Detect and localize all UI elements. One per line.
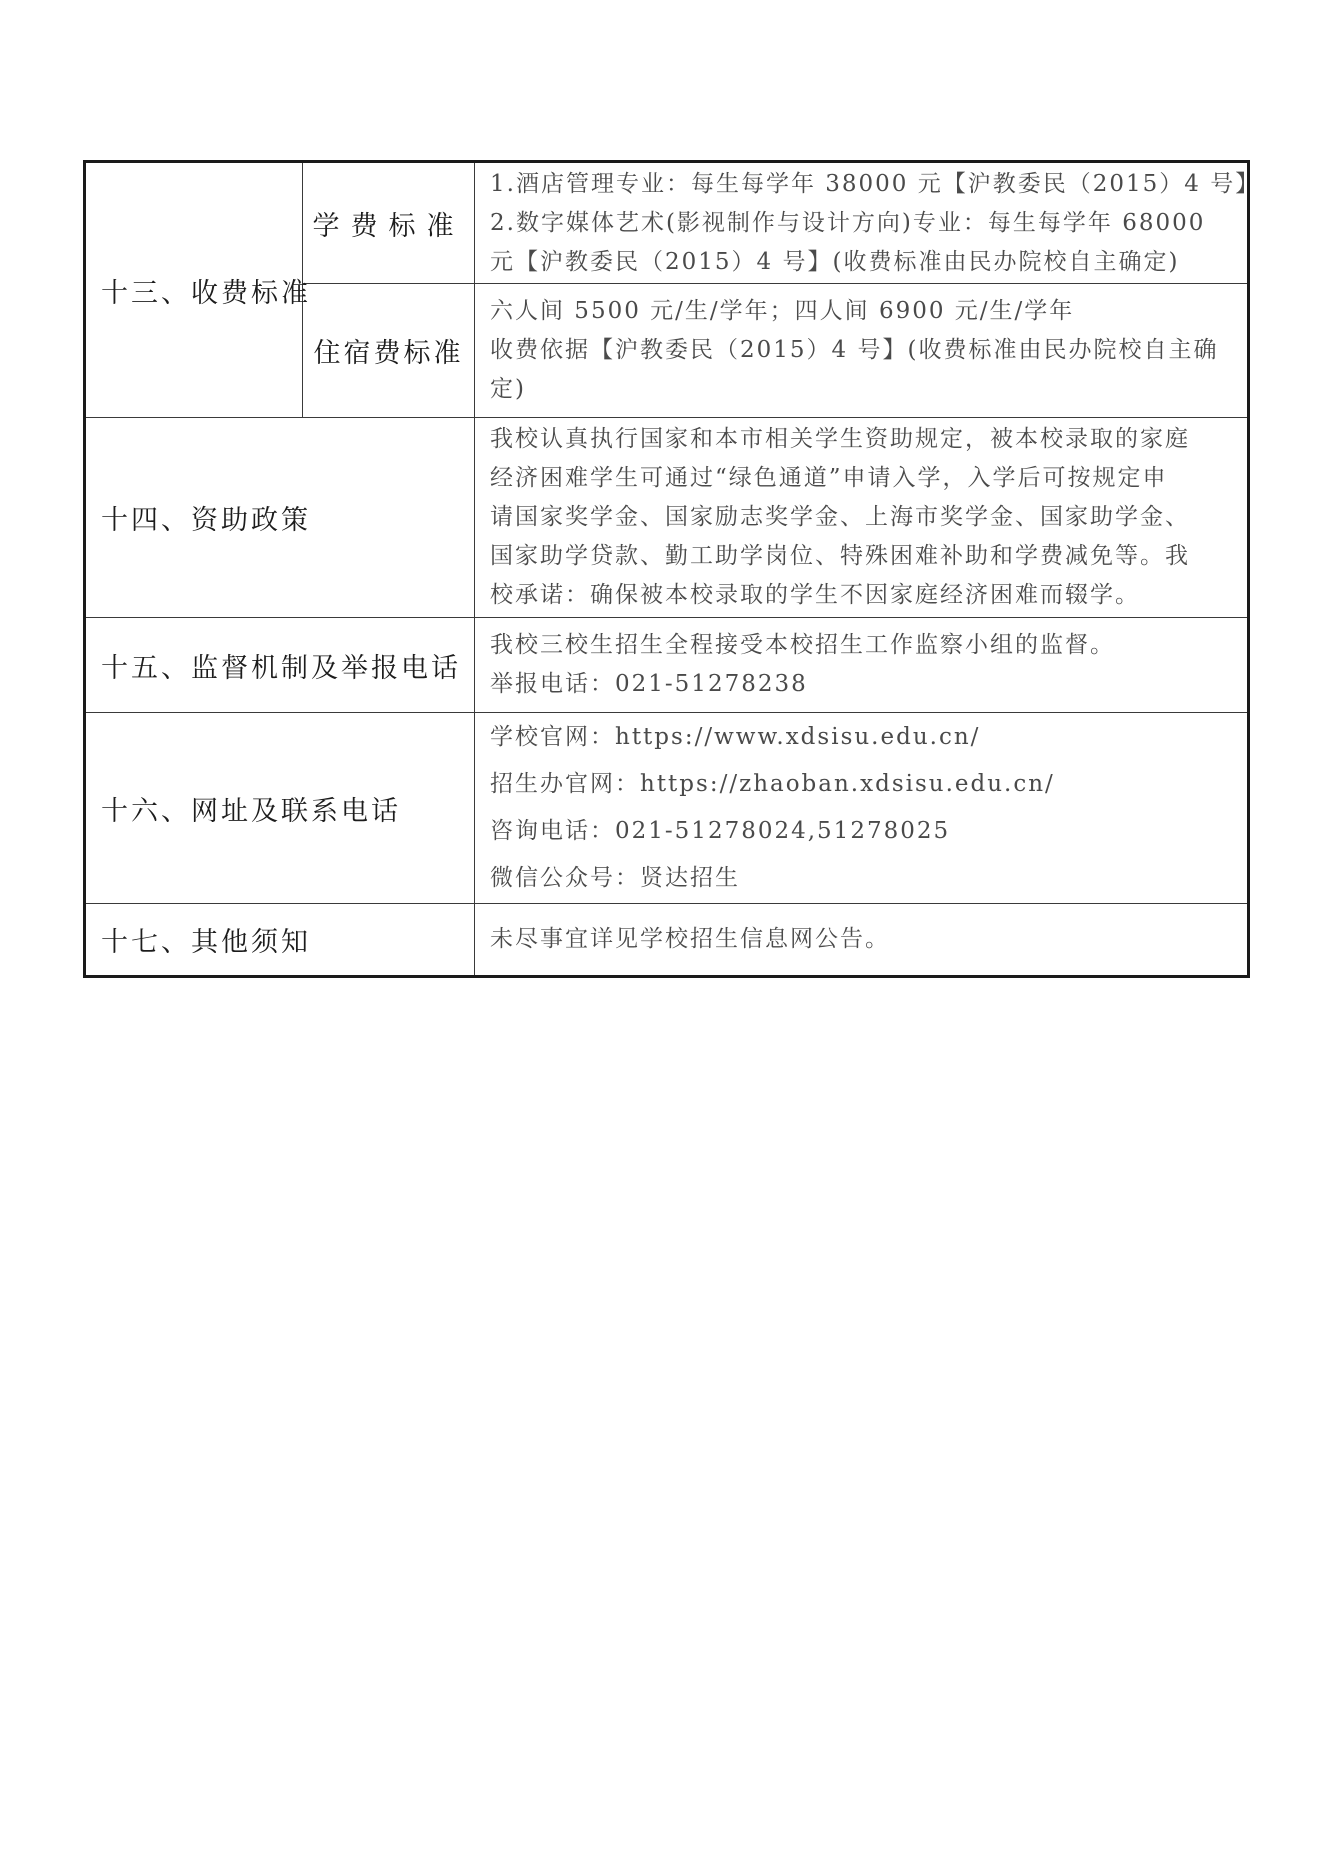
tuition-line-1: 1.酒店管理专业：每生每学年 38000 元【沪教委民（2015）4 号】 <box>490 170 1261 197</box>
table-row-financial-aid <box>85 418 1249 618</box>
section-17-label: 十七、其他须知 <box>101 927 311 958</box>
wechat-account-line: 微信公众号：贤达招生 <box>490 865 740 891</box>
tuition-standard-label: 学费标准 <box>312 210 465 242</box>
section-14-label-cell <box>85 418 475 618</box>
tuition-line-2: 2.数字媒体艺术(影视制作与设计方向)专业：每生每学年 68000 <box>490 209 1206 236</box>
admission-info-table <box>83 160 1261 978</box>
supervision-content-cell <box>475 618 1249 713</box>
report-phone-line: 举报电话：021-51278238 <box>490 671 808 697</box>
admissions-website-line[interactable]: 招生办官网：https://zhaoban.xdsisu.edu.cn/ <box>490 771 1055 797</box>
contact-content <box>475 714 1247 902</box>
contact-content-cell <box>475 713 1249 904</box>
section-14-label: 十四、资助政策 <box>101 505 311 536</box>
accommodation-content-cell <box>475 284 1249 418</box>
section-17-label-cell <box>85 904 475 977</box>
tuition-content-cell <box>475 162 1261 284</box>
financial-aid-line-4: 国家助学贷款、勤工助学岗位、特殊困难补助和学费减免等。我 <box>490 543 1190 569</box>
tuition-label-cell <box>303 162 475 284</box>
table-row-tuition <box>85 162 1249 284</box>
school-website-line[interactable]: 学校官网：https://www.xdsisu.edu.cn/ <box>490 724 981 750</box>
table-row-contact <box>85 713 1249 904</box>
section-16-label: 十六、网址及联系电话 <box>101 795 401 827</box>
table-row-supervision <box>85 618 1249 713</box>
accommodation-label-cell <box>303 284 475 418</box>
other-notes-content <box>475 920 1247 959</box>
financial-aid-line-3: 请国家奖学金、国家励志奖学金、上海市奖学金、国家助学金、 <box>490 504 1190 530</box>
financial-aid-content-cell <box>475 418 1249 618</box>
financial-aid-line-1: 我校认真执行国家和本市相关学生资助规定，被本校录取的家庭 <box>490 426 1190 452</box>
financial-aid-content <box>475 420 1247 615</box>
other-notes-content-cell <box>475 904 1249 977</box>
accommodation-line-1: 六人间 5500 元/生/学年；四人间 6900 元/生/学年 <box>490 298 1075 324</box>
accommodation-content <box>475 292 1247 409</box>
accommodation-line-3: 定) <box>490 376 526 402</box>
section-16-label-cell <box>85 713 475 904</box>
financial-aid-line-5: 校承诺：确保被本校录取的学生不因家庭经济困难而辍学。 <box>490 582 1140 608</box>
tuition-content <box>475 165 1261 282</box>
inquiry-phone-line: 咨询电话：021-51278024,51278025 <box>490 818 951 844</box>
financial-aid-line-2: 经济困难学生可通过“绿色通道”申请入学，入学后可按规定申 <box>490 465 1168 491</box>
section-13-label-cell <box>85 162 311 418</box>
table-row-other-notes <box>85 904 1249 977</box>
accommodation-standard-label: 住宿费标准 <box>313 338 464 369</box>
supervision-content <box>475 626 1247 704</box>
supervision-line-1: 我校三校生招生全程接受本校招生工作监察小组的监督。 <box>490 632 1115 658</box>
section-15-label-cell <box>85 618 475 713</box>
tuition-line-3: 元【沪教委民（2015）4 号】(收费标准由民办院校自主确定) <box>490 248 1180 275</box>
section-13-label: 十三、收费标准 <box>101 277 311 309</box>
section-15-label: 十五、监督机制及举报电话 <box>101 652 461 684</box>
other-notes-line-1: 未尽事宜详见学校招生信息网公告。 <box>490 926 890 952</box>
accommodation-line-2: 收费依据【沪教委民（2015）4 号】(收费标准由民办院校自主确 <box>490 337 1219 363</box>
